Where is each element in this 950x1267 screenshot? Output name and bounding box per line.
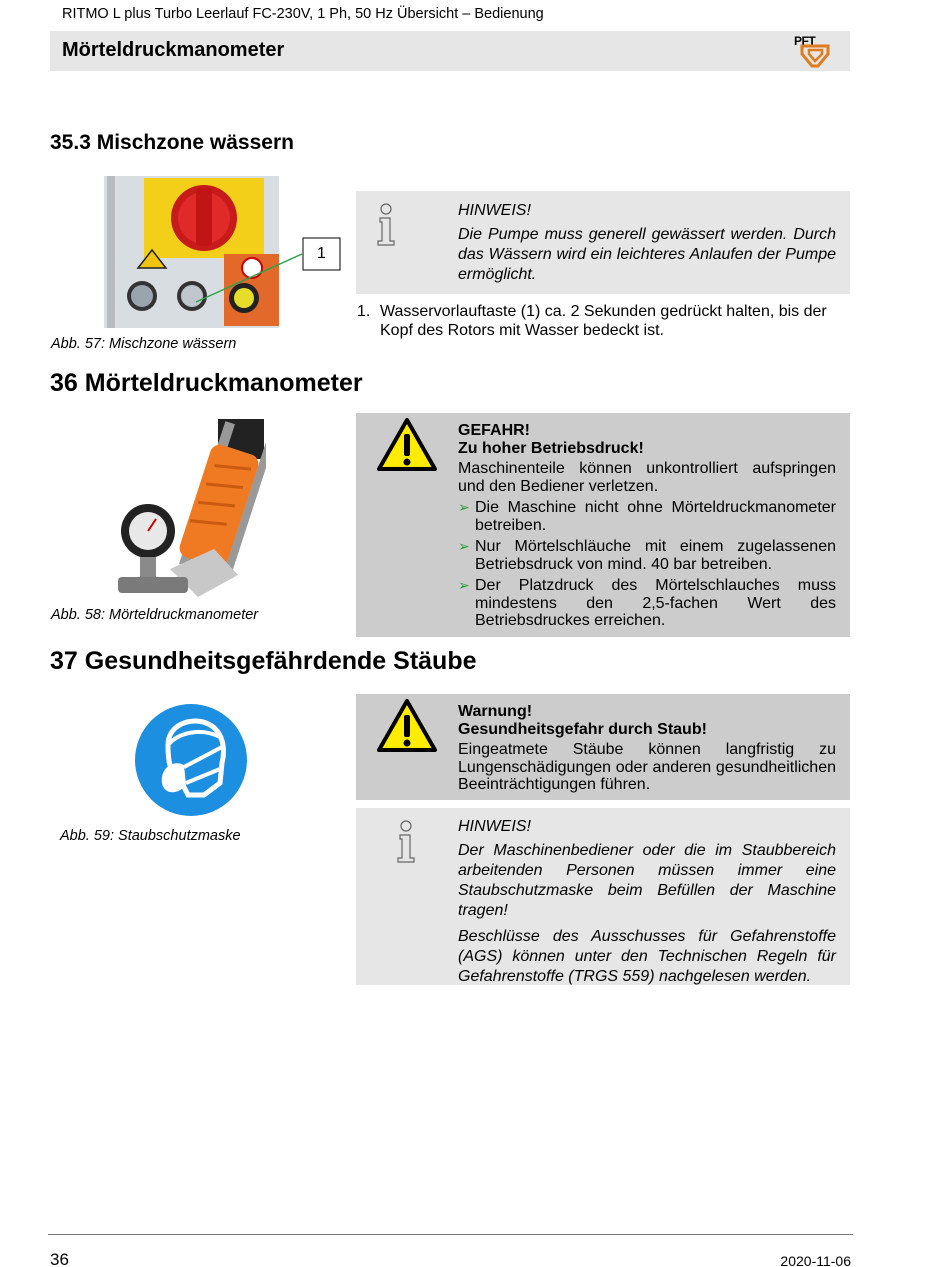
warning-title: Warnung! (458, 703, 533, 720)
warning-subtitle: Zu hoher Betriebsdruck! (458, 440, 644, 457)
warning-bullet-text: Die Maschine nicht ohne Mörteldruckmanometer betreiben. (475, 499, 836, 534)
figure-callout-label: 1 (317, 245, 326, 262)
warning-title: GEFAHR! (458, 422, 530, 439)
step-number: 1. (357, 303, 371, 320)
note-box-mischzone (356, 191, 850, 294)
info-icon (372, 203, 400, 247)
warning-text: Maschinenteile können unkontrolliert aufspringen und den Bediener verletzen. (458, 460, 836, 495)
warning-subtitle: Gesundheitsgefahr durch Staub! (458, 721, 707, 738)
figure-caption-59: Abb. 59: Staubschutzmaske (60, 828, 241, 844)
heading-mischzone: 35.3 Mischzone wässern (50, 131, 294, 154)
warning-bullet-text: Der Platzdruck des Mörtelschlauches muss mindestens den 2,5-fachen Wert des Betriebsdruckes erreichen. (475, 577, 836, 629)
heading-gesundheitsgefaehrdende-staeube: 37 Gesundheitsgefährdende Stäube (50, 647, 477, 675)
warning-bullet (458, 538, 836, 573)
warning-box-staub (356, 694, 850, 800)
section-header-bar (50, 31, 850, 71)
arrow-bullet-icon: ➢ (458, 499, 470, 515)
dust-mask-mandatory-icon (134, 703, 248, 817)
warning-triangle-icon (376, 698, 438, 754)
footer-date: 2020-11-06 (780, 1253, 851, 1267)
figure-moerteldruckmanometer (118, 419, 266, 599)
note-title: HINWEIS! (458, 818, 531, 835)
note-box-staubschutz (356, 808, 850, 985)
step-text: Wasservorlauftaste (1) ca. 2 Sekunden gedrückt halten, bis der Kopf des Rotors mit Wasser bedeckt ist. (380, 303, 827, 339)
warning-bullet (458, 499, 836, 534)
figure-caption-57: Abb. 57: Mischzone wässern (51, 336, 237, 352)
pft-logo-text: PFT (794, 34, 816, 48)
note-text: Die Pumpe muss generell gewässert werden. Durch das Wässern wird ein leichteres Anlaufen der Pumpe ermöglicht. (458, 226, 836, 283)
note-paragraph: Der Maschinenbediener oder die im Staubbereich arbeitenden Personen müssen immer eine Staubschutzmaske beim Befüllen der Maschine tragen! (458, 842, 836, 919)
document-header-title: RITMO L plus Turbo Leerlauf FC-230V, 1 Ph, 50 Hz Übersicht – Bedienung (62, 6, 544, 22)
arrow-bullet-icon: ➢ (458, 538, 470, 554)
pft-logo (792, 34, 838, 70)
note-title: HINWEIS! (458, 202, 531, 219)
heading-moerteldruckmanometer: 36 Mörteldruckmanometer (50, 369, 363, 397)
warning-text: Eingeatmete Stäube können langfristig zu Lungenschädigungen oder anderen gesundheitlichen Beeinträchtigungen führen. (458, 741, 836, 793)
pft-logo-icon (798, 40, 834, 68)
figure-caption-58: Abb. 58: Mörteldruckmanometer (51, 607, 259, 623)
warning-bullet (458, 577, 836, 630)
info-icon (392, 820, 420, 864)
step-item (357, 303, 852, 340)
warning-bullet-text: Nur Mörtelschläuche mit einem zugelassenen Betriebsdruck von mind. 40 bar betreiben. (475, 538, 836, 573)
arrow-bullet-icon: ➢ (458, 577, 470, 593)
warning-box-betriebsdruck (356, 413, 850, 637)
section-header-title: Mörteldruckmanometer (62, 39, 285, 61)
note-paragraph: Beschlüsse des Ausschusses für Gefahrenstoffe (AGS) können unter den Technischen Regeln für Gefahrenstoffe (TRGS 559) nachgelesen werden. (458, 928, 836, 985)
page-number: 36 (50, 1250, 69, 1267)
warning-triangle-icon (376, 417, 438, 473)
footer-divider (48, 1234, 853, 1235)
